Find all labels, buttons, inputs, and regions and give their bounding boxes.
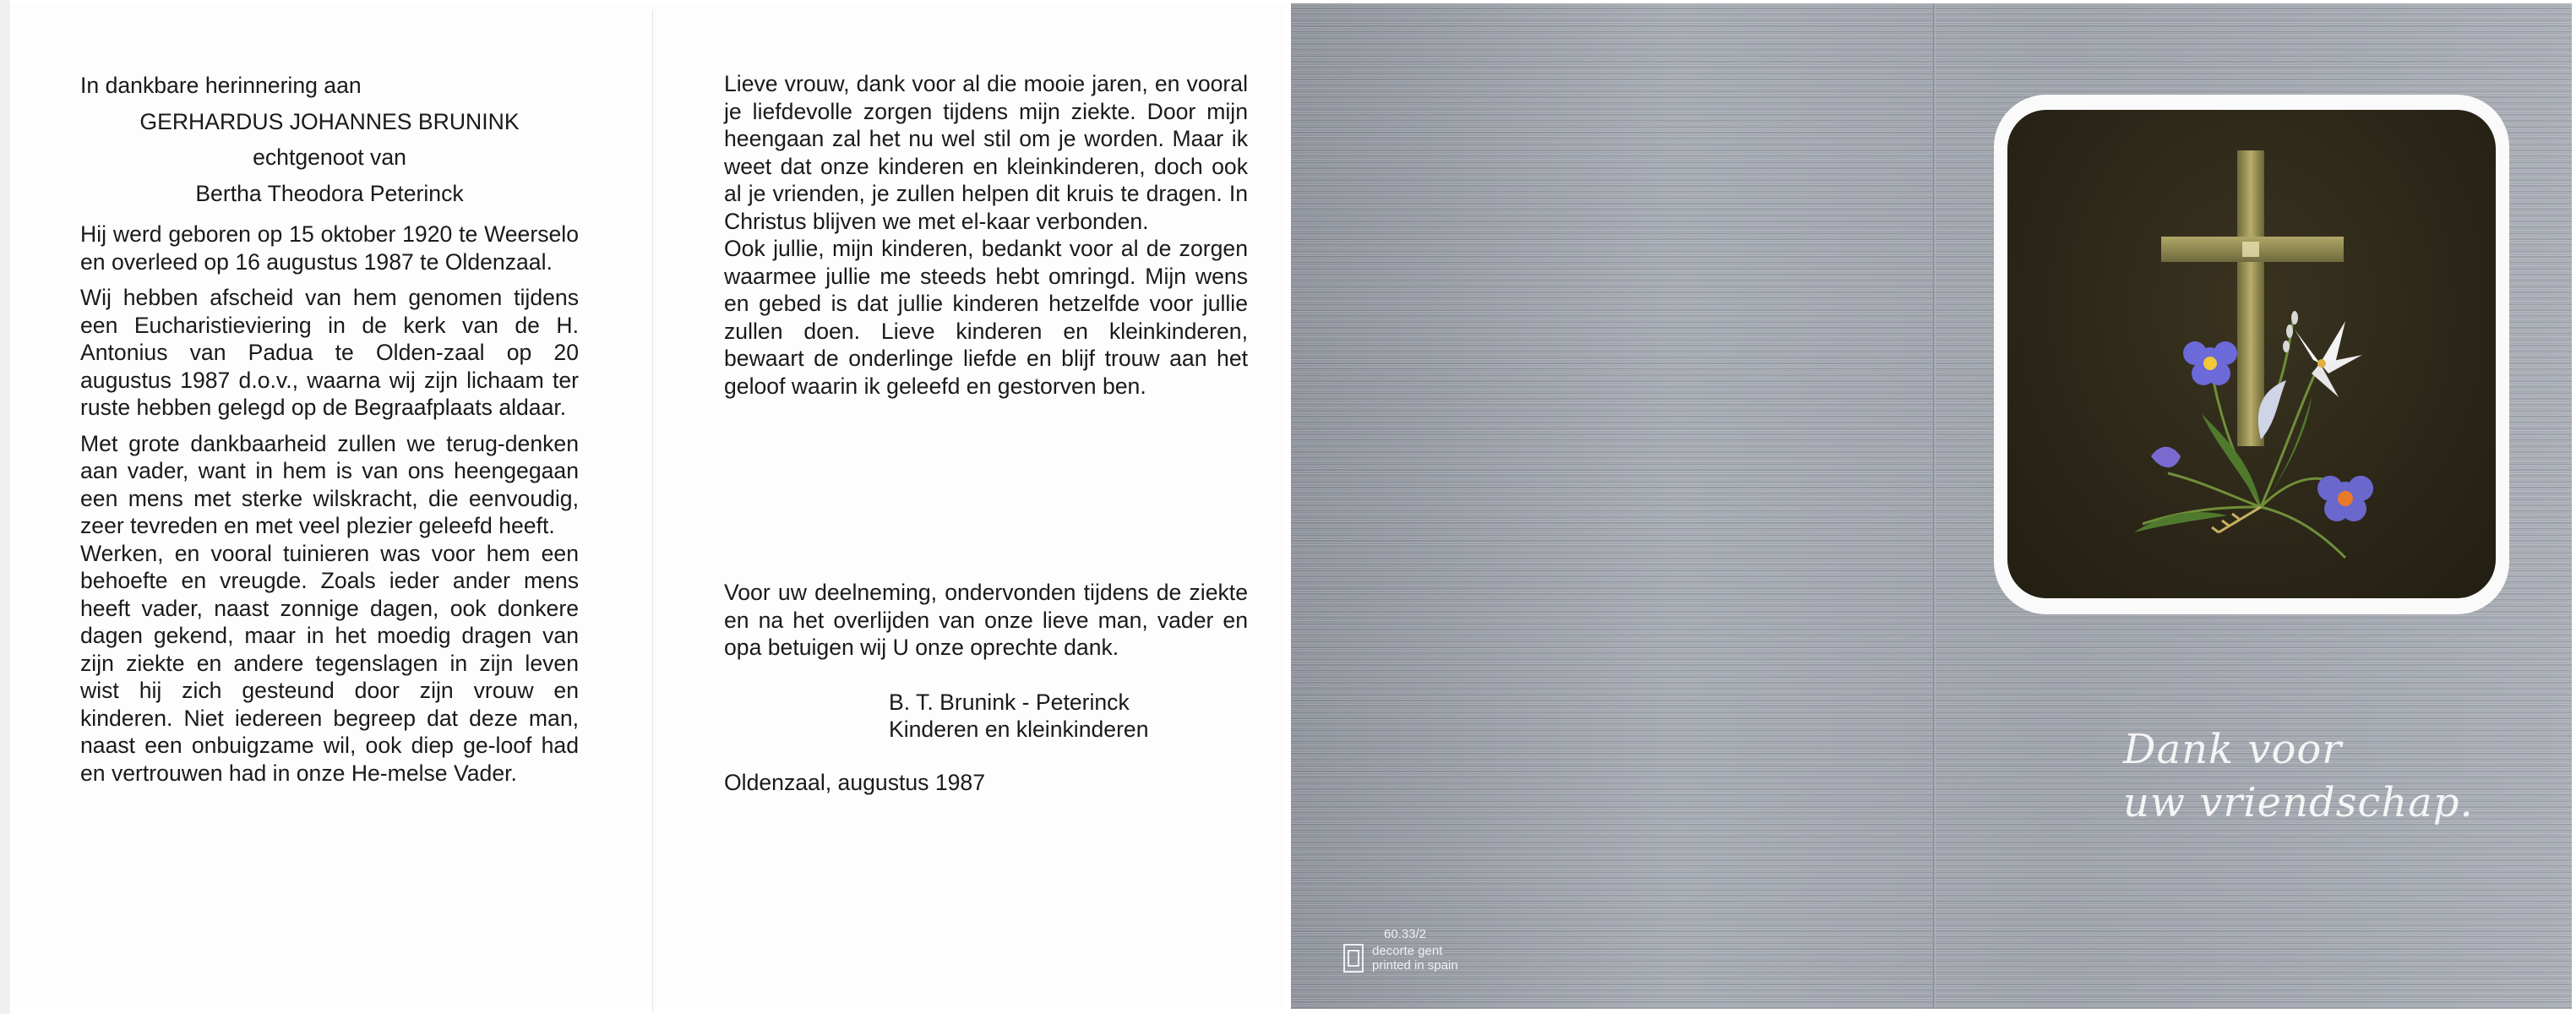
inside-fold-line <box>652 10 653 1012</box>
blue-flower-top <box>2183 341 2237 385</box>
cross-vertical-beam <box>2237 150 2264 446</box>
wheat-ear <box>2212 507 2261 532</box>
cross-center-light <box>2242 242 2259 257</box>
character-paragraph: Werken, en vooral tuinieren was voor hem een behoefte en vreugde. Zoals ieder ander mens heeft vader, naast zonnige dagen, ook donkere dagen gekend, maar in het moedig dragen van zijn ziekte en andere tegenslagen in zijn leven wist hij zich gesteund door zijn vrouw en kinderen. Niet iedereen begreep dat deze man, naast een onbuigzame wil, ook diep ge-loof had en vertrouwen had in onze He-melse Vader. <box>80 540 579 786</box>
place-date: Oldenzaal, augustus 1987 <box>724 769 986 795</box>
publisher-name: decorte gent <box>1372 944 1443 958</box>
scan-edge <box>0 0 10 1014</box>
outside-card <box>1291 3 2572 1009</box>
inside-left-panel <box>80 72 579 787</box>
cross-illustration-svg <box>2007 110 2496 598</box>
printed-in: printed in spain <box>1372 958 1458 973</box>
remembrance-paragraph: Met grote dankbaarheid zullen we terug-denken aan vader, want in hem is van ons heengegaan een mens met sterke wilskracht, die eenvoudig, zeer tevreden en met veel plezier geleefd heeft. <box>80 430 579 538</box>
product-code: 60.33/2 <box>1384 927 1427 941</box>
buds <box>2283 311 2298 352</box>
inside-right-panel <box>724 70 1248 796</box>
picture-frame <box>1994 95 2509 614</box>
funeral-paragraph: Wij hebben afscheid van hem genomen tijdens een Eucharistieviering in de kerk van de H. Antonius van Padua te Olden-zaal op 20 augustus 1987 d.o.v., waarna wij zijn lichaam ter ruste hebben gelegd op de Begraafplaats aldaar. <box>80 285 579 420</box>
outside-fold-line <box>1933 3 1936 1009</box>
publisher-text <box>1372 944 1458 973</box>
message-to-children: Ook jullie, mijn kinderen, bedankt voor al de zorgen waarmee jullie me steeds hebt omringd. Mijn wens en gebed is dat jullie kinderen hetzelfde voor jullie zullen doen. Lieve kinderen en kleinkinderen, bewaart de onderlinge liefde en blijf trouw aan het geloof waarin ik geleefd en gestorven ben. <box>724 236 1248 399</box>
deceased-name: GERHARDUS JOHANNES BRUNINK <box>139 108 520 134</box>
purple-bellflower <box>2151 447 2181 467</box>
relation-line: echtgenoot van <box>253 144 406 170</box>
message-to-wife: Lieve vrouw, dank voor al die mooie jaren, en vooral je liefdevolle zorgen tijdens mijn ziekte. Door mijn heengaan zal het nu wel stil om je worden. Maar ik weet dat onze kinderen en kleinkinderen, doch ook al je vrienden, je zullen helpen dit kruis te dragen. In Christus blijven we met el-kaar verbonden. <box>724 71 1248 234</box>
script-text-line-2: uw vriendschap. <box>2123 779 2474 826</box>
birth-death-paragraph: Hij werd geboren op 15 oktober 1920 te Weerselo en overleed op 16 augustus 1987 te Oldenzaal. <box>80 221 579 275</box>
publisher-logo-icon <box>1343 944 1364 973</box>
signature-line-1: B. T. Brunink - Peterinck <box>889 689 1130 715</box>
thanks-paragraph: Voor uw deelneming, ondervonden tijdens de ziekte en na het overlijden van onze lieve man, vader en opa betuigen wij U onze oprechte dank. <box>724 580 1248 660</box>
signature-line-2: Kinderen en kleinkinderen <box>889 717 1149 742</box>
cross-flowers-illustration <box>2007 110 2496 598</box>
white-lily <box>2295 321 2362 397</box>
spouse-name: Bertha Theodora Peterinck <box>195 180 464 206</box>
script-text-line-1: Dank voor <box>2123 726 2343 773</box>
blue-flower-bottom <box>2317 476 2373 521</box>
intro-line: In dankbare herinnering aan <box>80 73 362 98</box>
